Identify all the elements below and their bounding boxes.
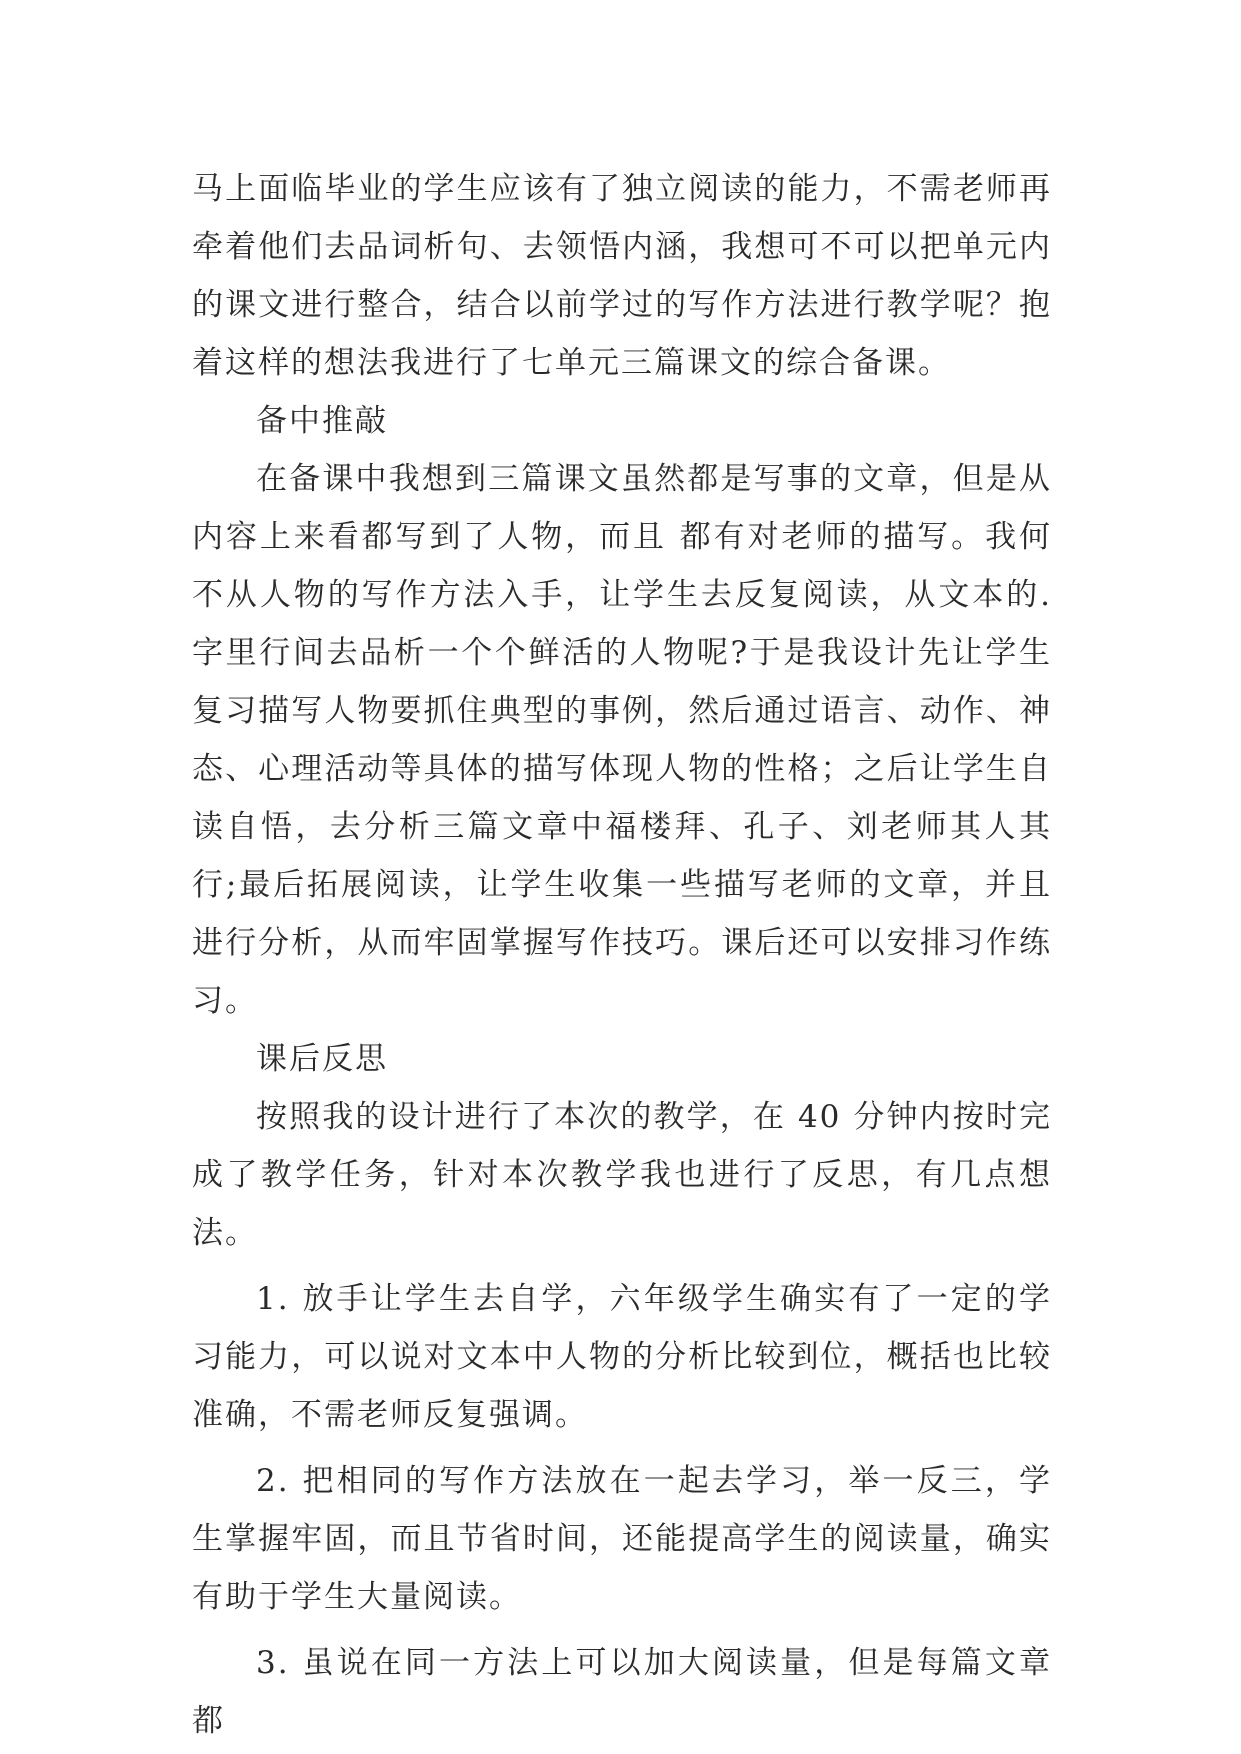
paragraph-reflection: 按照我的设计进行了本次的教学，在 40 分钟内按时完成了教学任务，针对本次教学我也进行了反思，有几点想法。 <box>192 1099 1052 1251</box>
paragraph-preparation: 在备课中我想到三篇课文虽然都是写事的文章，但是从内容上来看都写到了人物，而且 都有对老师的描写。我何不从人物的写作方法入手，让学生去反复阅读，从文本的.字里行间去品析一个个鲜活的人物呢?于是我设计先让学生复习描写人物要抓住典型的事例，然后通过语言、动作、神态、心理活动等具体的描写体现人物的性格；之后让学生自读自悟，去分析三篇文章中福楼拜、孔子、刘老师其人其行;最后拓展阅读，让学生收集一些描写老师的文章，并且进行分析，从而牢固掌握写作技巧。课后还可以安排习作练习。 <box>192 461 1052 1019</box>
section-heading-reflection: 课后反思 <box>256 1041 388 1077</box>
paragraph-point-1: 1. 放手让学生去自学，六年级学生确实有了一定的学习能力，可以说对文本中人物的分析比较到位，概括也比较准确，不需老师反复强调。 <box>192 1281 1052 1433</box>
paragraph-point-2: 2. 把相同的写作方法放在一起去学习，举一反三，学生掌握牢固，而且节省时间，还能提高学生的阅读量，确实有助于学生大量阅读。 <box>192 1463 1052 1615</box>
paragraph-intro: 马上面临毕业的学生应该有了独立阅读的能力，不需老师再牵着他们去品词析句、去领悟内涵，我想可不可以把单元内的课文进行整合，结合以前学过的写作方法进行教学呢？抱着这样的想法我进行了七单元三篇课文的综合备课。 <box>192 171 1052 381</box>
section-heading-preparation: 备中推敲 <box>256 403 388 439</box>
document-body <box>192 160 1052 1750</box>
paragraph-point-3: 3. 虽说在同一方法上可以加大阅读量，但是每篇文章都 <box>192 1645 1052 1739</box>
